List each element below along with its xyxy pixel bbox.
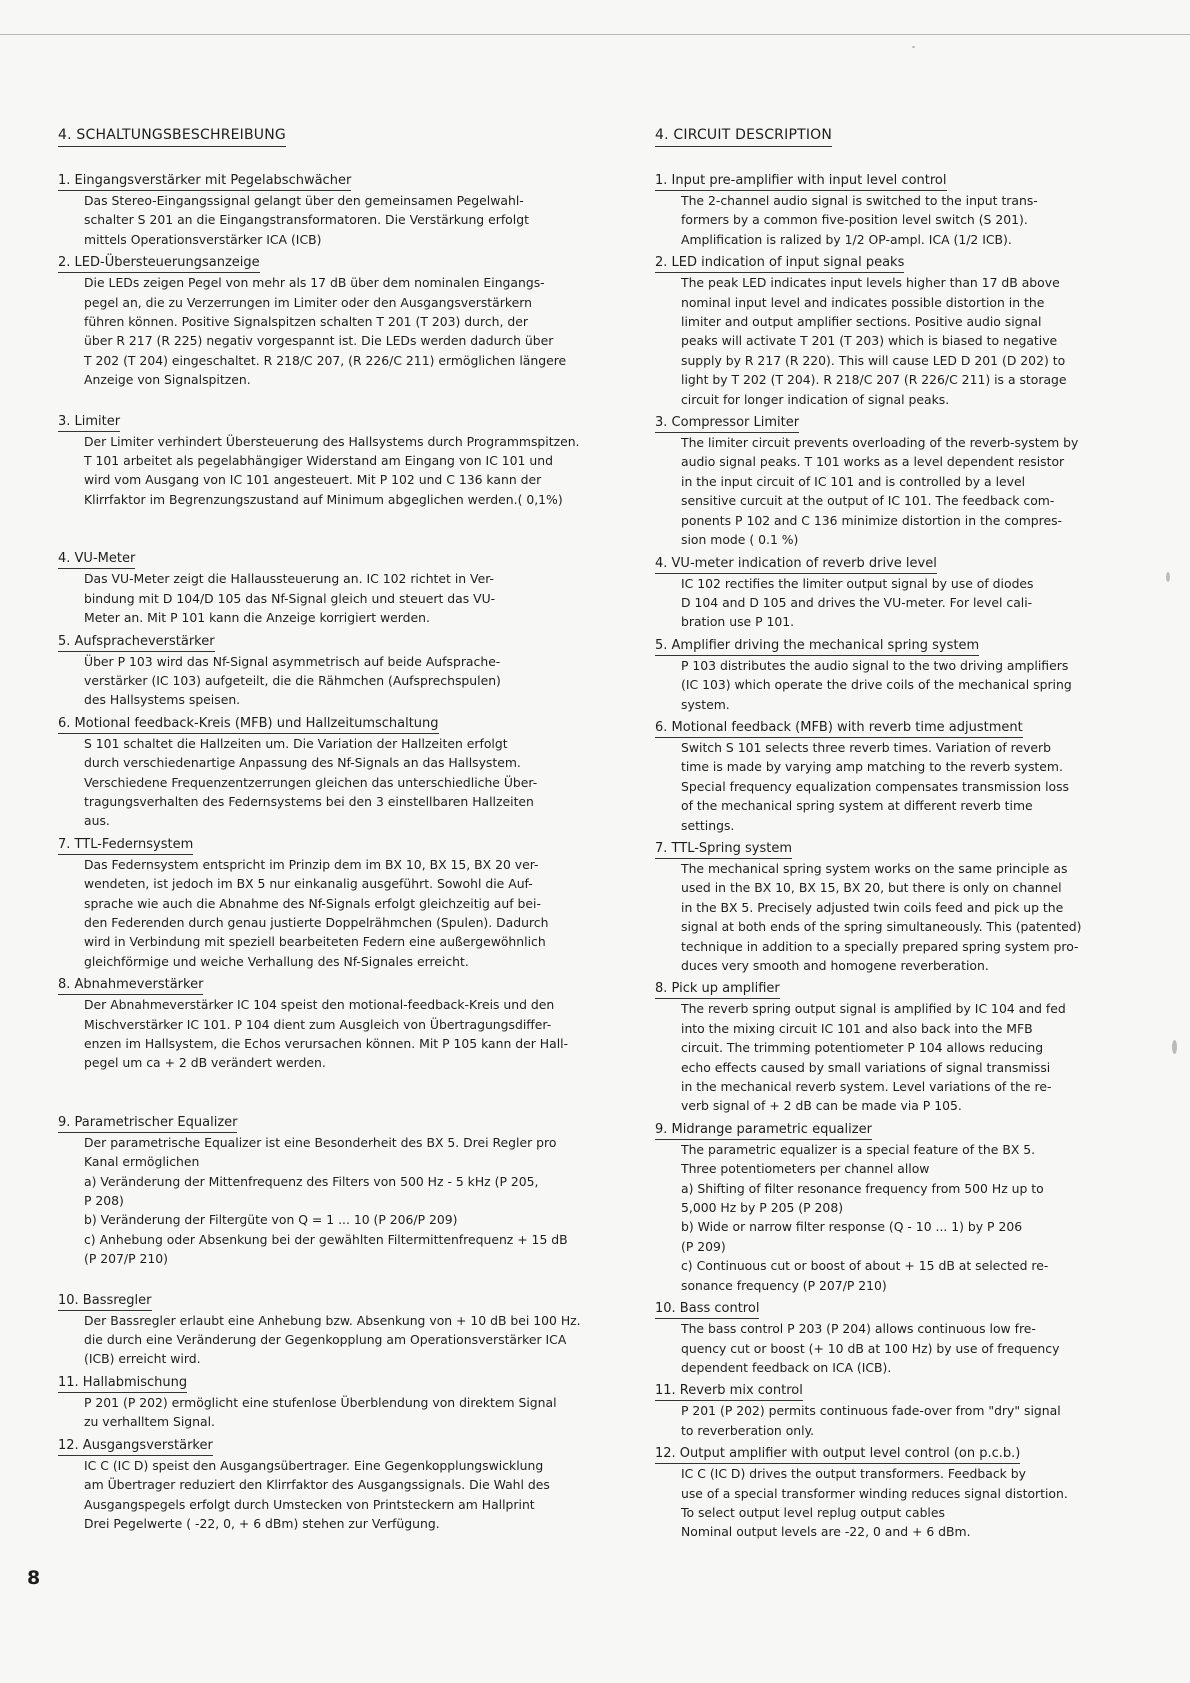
de-section-title: 3. Limiter (58, 412, 120, 432)
de-section-title: 7. TTL-Federnsystem (58, 835, 193, 855)
en-section-3 (655, 411, 1145, 549)
english-column (655, 124, 1145, 1542)
de-section-body: IC C (IC D) speist den Ausgangsübertrager. Eine Gegenkopplungswicklung am Übertrager reduziert den Klirrfaktor des Ausgangssignals. Die Wahl des Ausgangspegels erfolgt durch Umstecken von Printsteckern am Hallprint Drei Pegelwerte ( -22, 0, + 6 dBm) stehen zur Verfügung. (84, 1457, 550, 1531)
de-section-10 (58, 1289, 658, 1369)
de-section-12 (58, 1434, 658, 1534)
de-section-body: Der Bassregler erlaubt eine Anhebung bzw. Absenkung von + 10 dB bei 100 Hz. die durch eine Veränderung der Gegenkopplung am Operationsverstärker ICA (ICB) erreicht wird. (84, 1312, 581, 1367)
de-section-body: Das VU-Meter zeigt die Hallaussteuerung an. IC 102 richtet in Ver- bindung mit D 104/D 105 das Nf-Signal gleich und steuert das VU- Meter an. Mit P 101 kann die Anzeige korrigiert werden. (84, 571, 496, 626)
de-section-2 (58, 251, 658, 389)
en-section-title: 3. Compressor Limiter (655, 413, 799, 433)
en-section-7 (655, 837, 1145, 975)
en-section-body: The reverb spring output signal is amplified by IC 104 and fed into the mixing circuit IC 101 and also back into the MFB circuit. The trimming potentiometer P 104 allows reducing echo effects caused by small variations of signal transmissi in the mechanical reverb system. Level variations of the re- verb signal of + 2 dB can be made via P 105. (681, 1001, 1066, 1114)
de-section-body: P 201 (P 202) ermöglicht eine stufenlose Überblendung von direktem Signal zu verhalltem Signal. (84, 1394, 557, 1430)
en-section-12 (655, 1442, 1145, 1542)
german-column (58, 124, 658, 1533)
scan-speck (1166, 572, 1170, 582)
en-section-10 (655, 1297, 1145, 1377)
de-section-9 (58, 1111, 658, 1269)
en-section-body: IC C (IC D) drives the output transformers. Feedback by use of a special transformer winding reduces signal distortion. To select output level replug output cables Nominal output levels are -22, 0 and + 6 dBm. (681, 1466, 1068, 1540)
de-section-title: 9. Parametrischer Equalizer (58, 1113, 237, 1133)
de-section-body: S 101 schaltet die Hallzeiten um. Die Variation der Hallzeiten erfolgt durch verschiedenartige Anpassung des Nf-Signals an das Hallsystem. Verschiedene Frequenzentzerrungen gleichen das unterschiedliche Über- tragungsverhalten des Federnsystems bei den 3 einstellbaren Hallzeiten aus. (84, 735, 538, 829)
de-section-title: 6. Motional feedback-Kreis (MFB) und Hallzeitumschaltung (58, 714, 439, 734)
de-section-body: Der Abnahmeverstärker IC 104 speist den motional-feedback-Kreis und den Mischverstärker IC 101. P 104 dient zum Ausgleich von Übertragungsdiffer- enzen im Hallsystem, die Echos verursachen können. Mit P 105 kann der Hall- pegel um ca + 2 dB verändert werden. (84, 997, 569, 1071)
en-section-title: 1. Input pre-amplifier with input level control (655, 171, 947, 191)
de-section-title: 11. Hallabmischung (58, 1373, 187, 1393)
en-section-title: 2. LED indication of input signal peaks (655, 253, 904, 273)
de-section-title: 8. Abnahmeverstärker (58, 975, 203, 995)
de-section-6 (58, 712, 658, 831)
en-section-1 (655, 169, 1145, 249)
de-section-body: Das Federnsystem entspricht im Prinzip dem im BX 10, BX 15, BX 20 ver- wendeten, ist jedoch im BX 5 nur einkanalig ausgeführt. Sowohl die Auf- sprache wie auch die Abnahme des Nf-Signals erfolgt gleichzeitig auf bei- den Federenden durch genau justierte Doppelrähmchen (Spulen). Dadurch wird in Verbindung mit speziell bearbeiteten Federn eine außergewöhnlich gleichförmige und weiche Verhallung des Nf-Signales erreicht. (84, 856, 549, 969)
english-heading: 4. CIRCUIT DESCRIPTION (655, 125, 832, 147)
de-section-body: Das Stereo-Eingangssignal gelangt über den gemeinsamen Pegelwahl- schalter S 201 an die Eingangstransformatoren. Die Verstärkung erfolgt mittels Operationsverstärker ICA (ICB) (84, 193, 529, 247)
en-section-body: The parametric equalizer is a special feature of the BX 5. Three potentiometers per channel allow a) Shifting of filter resonance frequency from 500 Hz up to 5,000 Hz by P 205 (P 208) b) Wide or narrow filter response (Q - 10 ... 1) by P 206 (P 209) c) Continuous cut or boost of about + 15 dB at selected re- sonance frequency (P 207/P 210) (681, 1141, 1049, 1293)
en-section-title: 7. TTL-Spring system (655, 839, 792, 859)
en-section-body: The limiter circuit prevents overloading of the reverb-system by audio signal peaks. T 101 works as a level dependent resistor in the input circuit of IC 101 and is controlled by a level sensitive curcuit at the output of IC 101. The feedback com- ponents P 102 and C 136 minimize distortion in the compres- sion mode ( 0.1 %) (681, 435, 1079, 548)
de-section-body: Der parametrische Equalizer ist eine Besonderheit des BX 5. Drei Regler pro Kanal ermöglichen a) Veränderung der Mittenfrequenz des Filters von 500 Hz - 5 kHz (P 205, P 208) b) Veränderung der Filtergüte von Q = 1 ... 10 (P 206/P 209) c) Anhebung oder Absenkung bei der gewählten Filtermittenfrequenz + 15 dB (P 207/P 210) (84, 1134, 568, 1267)
de-section-7 (58, 833, 658, 971)
de-section-title: 12. Ausgangsverstärker (58, 1436, 213, 1456)
de-section-title: 4. VU-Meter (58, 549, 135, 569)
de-section-3 (58, 410, 658, 510)
en-section-body: P 201 (P 202) permits continuous fade-over from "dry" signal to reverberation only. (681, 1403, 1061, 1438)
de-section-4 (58, 547, 658, 627)
de-section-5 (58, 630, 658, 710)
en-section-body: IC 102 rectifies the limiter output signal by use of diodes D 104 and D 105 and drives the VU-meter. For level cali- bration use P 101. (681, 575, 1034, 630)
de-section-title: 5. Aufsprachеverstärker (58, 632, 215, 652)
en-section-6 (655, 716, 1145, 835)
scan-speck (1172, 1040, 1177, 1054)
de-section-11 (58, 1371, 658, 1432)
en-section-9 (655, 1118, 1145, 1295)
german-heading: 4. SCHALTUNGSBESCHREIBUNG (58, 125, 286, 147)
en-section-body: The 2-channel audio signal is switched to the input trans- formers by a common five-position level switch (S 201). Amplification is ralized by 1/2 OP-ampl. ICA (1/2 ICB). (681, 193, 1038, 247)
en-section-5 (655, 634, 1145, 714)
en-section-body: The mechanical spring system works on the same principle as used in the BX 10, BX 15, BX 20, but there is only on channel in the BX 5. Precisely adjusted twin coils feed and pick up the signal at both ends of the spring simultaneously. This (patented) technique in addition to a specially prepared spring system pro- duces very smooth and homogene reverberation. (681, 860, 1082, 973)
de-section-title: 2. LED-Übersteuerungsanzeige (58, 253, 260, 273)
de-section-title: 10. Bassregler (58, 1291, 152, 1311)
en-section-title: 4. VU-meter indication of reverb drive level (655, 554, 937, 574)
en-section-body: Switch S 101 selects three reverb times. Variation of reverb time is made by varying amp matching to the reverb system. Special frequency equalization compensates transmission loss of the mechanical spring system at different reverb time settings. (681, 739, 1070, 833)
en-section-4 (655, 552, 1145, 632)
de-section-title: 1. Eingangsverstärker mit Pegelabschwächer (58, 171, 351, 191)
en-section-body: P 103 distributes the audio signal to the two driving amplifiers (IC 103) which operate the drive coils of the mechanical spring system. (681, 657, 1072, 712)
en-section-11 (655, 1379, 1145, 1440)
en-section-8 (655, 977, 1145, 1115)
de-section-body: Die LEDs zeigen Pegel von mehr als 17 dB über dem nominalen Eingangs- pegel an, die zu Verzerrungen im Limiter oder den Ausgangsverstärkern führen können. Positive Signalspitzen schalten T 201 (T 203) durch, der über R 217 (R 225) negativ vorgespannt ist. Die LEDs werden dadurch über T 202 (T 204) eingeschaltet. R 218/C 207, (R 226/C 211) ermöglichen längere Anzeige von Signalspitzen. (84, 275, 567, 388)
en-section-title: 6. Motional feedback (MFB) with reverb time adjustment (655, 718, 1023, 738)
en-section-2 (655, 251, 1145, 409)
de-section-body: Über P 103 wird das Nf-Signal asymmetrisch auf beide Aufsprache- verstärker (IC 103) aufgeteilt, die die Rähmchen (Aufsprechspulen) des Hallsystems speisen. (84, 653, 501, 708)
scan-speck (912, 46, 915, 48)
en-section-body: The bass control P 203 (P 204) allows continuous low fre- quency cut or boost (+ 10 dB at 100 Hz) by use of frequency dependent feedback on ICA (ICB). (681, 1321, 1060, 1375)
en-section-title: 10. Bass control (655, 1299, 759, 1319)
de-section-1 (58, 169, 658, 249)
top-rule (0, 34, 1190, 35)
en-section-body: The peak LED indicates input levels higher than 17 dB above nominal input level and indicates possible distortion in the limiter and output amplifier sections. Positive audio signal peaks will activate T 201 (T 203) which is biased to negative supply by R 217 (R 220). This will cause LED D 201 (D 202) to light by T 202 (T 204). R 218/C 207 (R 226/C 211) is a storage circuit for longer indication of signal peaks. (681, 275, 1067, 407)
de-section-body: Der Limiter verhindert Übersteuerung des Hallsystems durch Programmspitzen. T 101 arbeitet als pegelabhängiger Widerstand am Eingang von IC 101 und wird vom Ausgang von IC 101 angesteuert. Mit P 102 und C 136 kann der Klirrfaktor im Begrenzungszustand auf Minimum abgeglichen werden.( 0,1%) (84, 433, 580, 507)
en-section-title: 9. Midrange parametric equalizer (655, 1120, 872, 1140)
en-section-title: 12. Output amplifier with output level control (on p.c.b.) (655, 1444, 1020, 1464)
en-section-title: 5. Amplifier driving the mechanical spring system (655, 636, 979, 656)
de-section-8 (58, 973, 658, 1073)
page-number: 8 (27, 1567, 41, 1589)
en-section-title: 8. Pick up amplifier (655, 979, 780, 999)
en-section-title: 11. Reverb mix control (655, 1381, 803, 1401)
